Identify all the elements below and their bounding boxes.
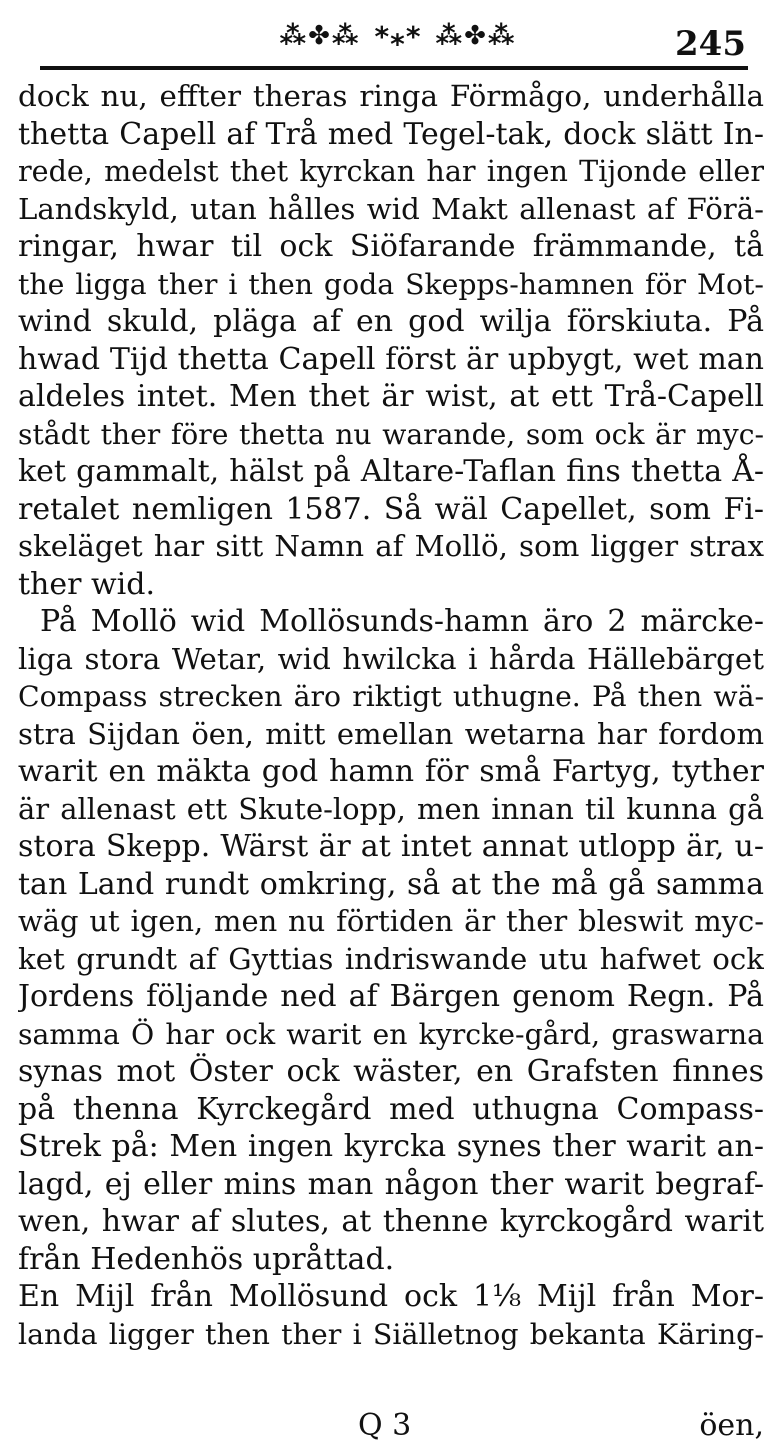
text-line: thetta Capell af Trå med Tegel-tak, dock slätt In- — [18, 116, 764, 152]
text-line: Strek på: Men ingen kyrcka synes ther warit an- — [18, 1129, 764, 1164]
text-line: En Mijl från Mollösund ock 1⅛ Mijl från Mor- — [18, 1279, 764, 1314]
text-line: skeläget har sitt Namn af Mollö, som ligger strax — [18, 529, 764, 563]
text-line: warit en mäkta god hamn för små Fartyg, tyther — [18, 754, 764, 789]
text-line: retalet nemligen 1587. Så wäl Capellet, som Fi- — [18, 491, 764, 527]
text-line: ket gammalt, hälst på Altare-Taflan fins thetta Å- — [18, 454, 764, 489]
text-line: wind skuld, pläga af en god wilja förskiuta. På — [18, 304, 764, 339]
text-line: landa ligger then ther i Siälletnog bekanta Käring- — [18, 1317, 764, 1351]
text-line: rede, medelst thet kyrckan har ingen Tijonde eller — [18, 154, 764, 188]
text-line: ket grundt af Gyttias indriswande utu hafwet ock — [18, 941, 764, 976]
page-number: 245 — [675, 24, 746, 64]
page-header — [18, 0, 762, 70]
text-line: aldeles intet. Men thet är wist, at ett Trå-Capell — [18, 379, 764, 414]
text-line: På Mollö wid Mollösunds-hamn äro 2 märcke- — [40, 604, 764, 639]
paragraph-3 — [18, 1278, 764, 1353]
text-line: wen, hwar af slutes, at thenne kyrckogård warit — [18, 1204, 764, 1239]
text-line: synas mot Öster ock wäster, en Grafsten finnes — [18, 1054, 764, 1089]
text-line: wäg ut igen, men nu förtiden är ther bleswit myc- — [18, 904, 764, 938]
text-line: lagd, ej eller mins man någon ther warit begraf- — [18, 1166, 764, 1202]
text-line: liga stora Wetar, wid hwilcka i hårda Hällebärget — [18, 641, 764, 676]
text-line: hwad Tijd thetta Capell först är upbygt, wet man — [18, 341, 764, 377]
text-line: the ligga ther i then goda Skepps-hamnen för Mot- — [18, 267, 764, 301]
header-rule — [40, 66, 748, 70]
text-line: på thenna Kyrckegård med uthugna Compass- — [18, 1091, 764, 1127]
text-line: från Hedenhös upråttad. — [18, 1241, 395, 1277]
text-line: tan Land rundt omkring, så at the må gå samma — [18, 866, 764, 902]
header-ornament — [248, 16, 548, 56]
catchword: öen, — [699, 1408, 764, 1443]
text-line: ringar, hwar til ock Siöfarande främmande, tå — [18, 229, 764, 264]
signature-mark: Q 3 — [358, 1408, 412, 1443]
paragraph-1 — [18, 78, 764, 603]
body-text — [18, 78, 764, 1353]
text-line: Jordens följande ned af Bärgen genom Regn. På — [18, 979, 764, 1014]
text-line: samma Ö har ock warit en kyrcke-gård, graswarna — [18, 1017, 764, 1051]
text-line: Compass strecken äro riktigt uthugne. På then wä- — [18, 680, 764, 713]
text-line: stora Skepp. Wärst är at intet annat utlopp är, u- — [18, 829, 764, 864]
ornament-stars: *⁎* — [374, 19, 422, 53]
ornament-left: ⁂✤⁂ — [279, 21, 361, 51]
paragraph-2 — [18, 603, 764, 1278]
ornament-right: ⁂✤⁂ — [435, 21, 517, 51]
text-line: är allenast ett Skute-lopp, men innan til kunna gå — [18, 791, 764, 826]
text-line: Landskyld, utan hålles wid Makt allenast af Förä- — [18, 191, 764, 226]
text-line: dock nu, effter theras ringa Förmågo, underhålla — [18, 79, 764, 113]
text-line: stra Sijdan öen, mitt emellan wetarna har fordom — [18, 716, 764, 751]
text-line: stådt ther före thetta nu warande, som ock är myc- — [18, 417, 764, 451]
text-line: ther wid. — [18, 566, 156, 602]
page-footer — [18, 1404, 764, 1448]
